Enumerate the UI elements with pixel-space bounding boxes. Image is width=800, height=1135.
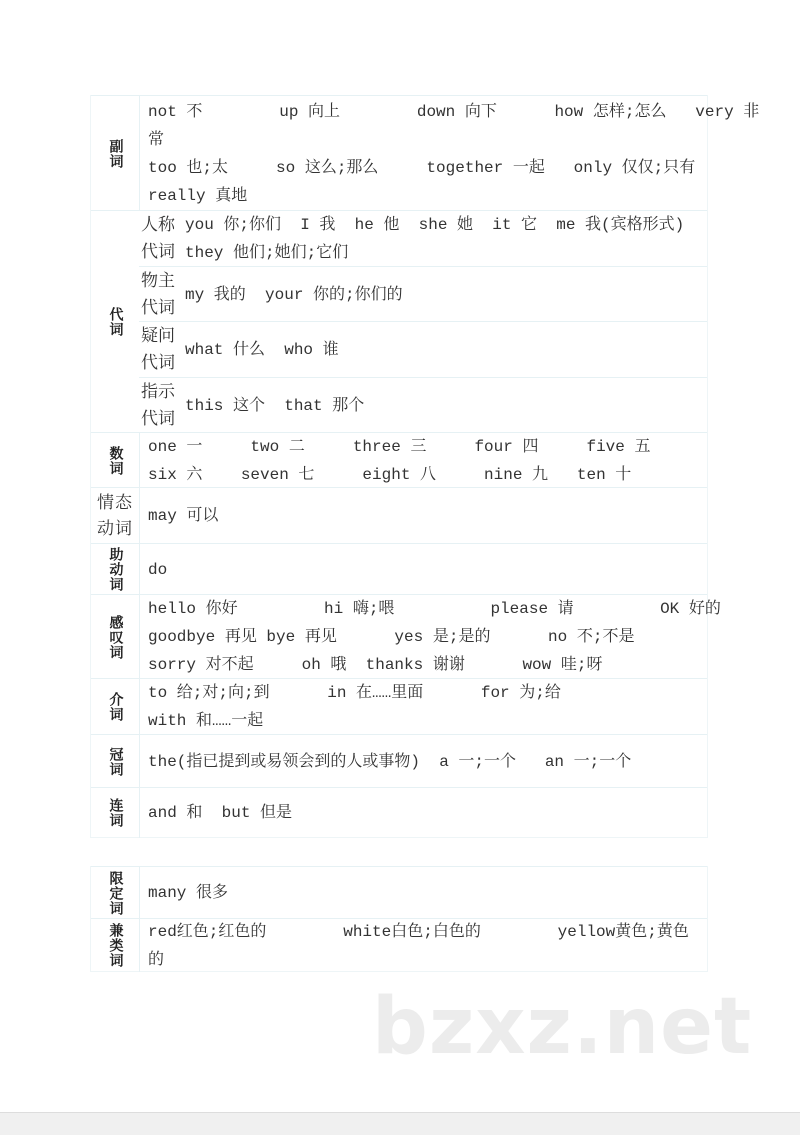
line: six 六 seven 七 eight 八 nine 九 ten 十 — [148, 465, 632, 484]
row-label: 限定词 — [107, 870, 124, 916]
sub-content — [183, 267, 707, 322]
row-content — [139, 679, 707, 735]
row-label: 兼类词 — [107, 923, 124, 968]
word-class-table — [90, 95, 760, 838]
line: 的 — [148, 950, 165, 969]
sub-label: 人称代词 — [141, 214, 175, 262]
row-label: 代词 — [107, 307, 124, 337]
watermark: bzxz.net — [372, 982, 753, 1072]
line: not 不 up 向上 down 向下 how 怎样;怎么 very 非 — [148, 102, 760, 121]
sub-label: 疑问代词 — [141, 326, 175, 373]
line: they 他们;她们;它们 — [185, 243, 349, 262]
sub-label: 物主代词 — [141, 270, 175, 318]
row-label: 冠词 — [107, 746, 124, 777]
line: do — [148, 560, 168, 579]
line: too 也;太 so 这么;那么 together 一起 only 仅仅;只有 — [148, 158, 696, 177]
row-content — [139, 433, 707, 488]
row-preposition — [91, 678, 707, 735]
sub-label: 指示代词 — [141, 382, 175, 429]
subrow-interrogative — [139, 321, 707, 378]
line: red红色;红色的 white白色;白色的 yellow黄色;黄色 — [148, 922, 689, 941]
row-determiner — [91, 866, 707, 919]
row-content — [139, 867, 707, 919]
row-numeral — [91, 432, 707, 488]
row-content — [139, 735, 707, 788]
line: what 什么 who 谁 — [185, 341, 339, 359]
line: with 和……一起 — [148, 712, 264, 730]
subrow-personal — [139, 211, 707, 266]
subrow-possessive — [139, 266, 707, 322]
line: you 你;你们 I 我 he 他 she 她 it 它 me 我(宾格形式) — [185, 215, 685, 234]
line: really 真地 — [148, 186, 248, 205]
row-label: 数词 — [107, 445, 124, 476]
line: 常 — [148, 130, 165, 149]
sub-content — [183, 211, 707, 266]
line: many 很多 — [148, 884, 229, 902]
line: goodbye 再见 bye 再见 yes 是;是的 no 不;不是 — [148, 628, 635, 646]
row-pronoun — [91, 210, 707, 433]
row-content — [139, 595, 721, 679]
bottom-bar — [0, 1112, 800, 1135]
row-content — [139, 544, 707, 595]
row-auxiliary — [91, 543, 707, 595]
row-label: 感叹词 — [107, 614, 124, 660]
row-content — [139, 96, 759, 211]
line: and 和 but 但是 — [148, 804, 293, 822]
sub-content — [183, 378, 707, 434]
line: to 给;对;向;到 in 在……里面 for 为;给 — [148, 684, 561, 702]
sub-content — [183, 322, 707, 378]
word-class-table-2 — [90, 866, 708, 972]
row-label: 助动词 — [107, 547, 124, 592]
row-label: 连词 — [107, 798, 124, 828]
subrow-demonstrative — [139, 377, 707, 434]
row-content — [139, 919, 707, 972]
line: my 我的 your 你的;你们的 — [185, 285, 403, 304]
row-label: 情态动词 — [97, 493, 133, 539]
row-multi-class — [91, 918, 707, 972]
row-label: 副词 — [107, 138, 124, 169]
line: may 可以 — [148, 507, 219, 525]
row-label: 介词 — [107, 692, 124, 722]
row-article — [91, 734, 707, 788]
row-interjection — [91, 594, 721, 679]
row-conjunction — [91, 787, 707, 838]
row-content — [139, 488, 707, 544]
line: this 这个 that 那个 — [185, 397, 365, 415]
line: hello 你好 hi 嗨;喂 please 请 OK 好的 — [148, 600, 721, 618]
line: sorry 对不起 oh 哦 thanks 谢谢 wow 哇;呀 — [148, 656, 603, 674]
line: the(指已提到或易领会到的人或事物) a 一;一个 an 一;一个 — [148, 752, 632, 771]
row-adverb — [91, 95, 760, 211]
line: one 一 two 二 three 三 four 四 five 五 — [148, 437, 651, 456]
row-content — [139, 788, 707, 838]
row-modal — [91, 487, 707, 544]
